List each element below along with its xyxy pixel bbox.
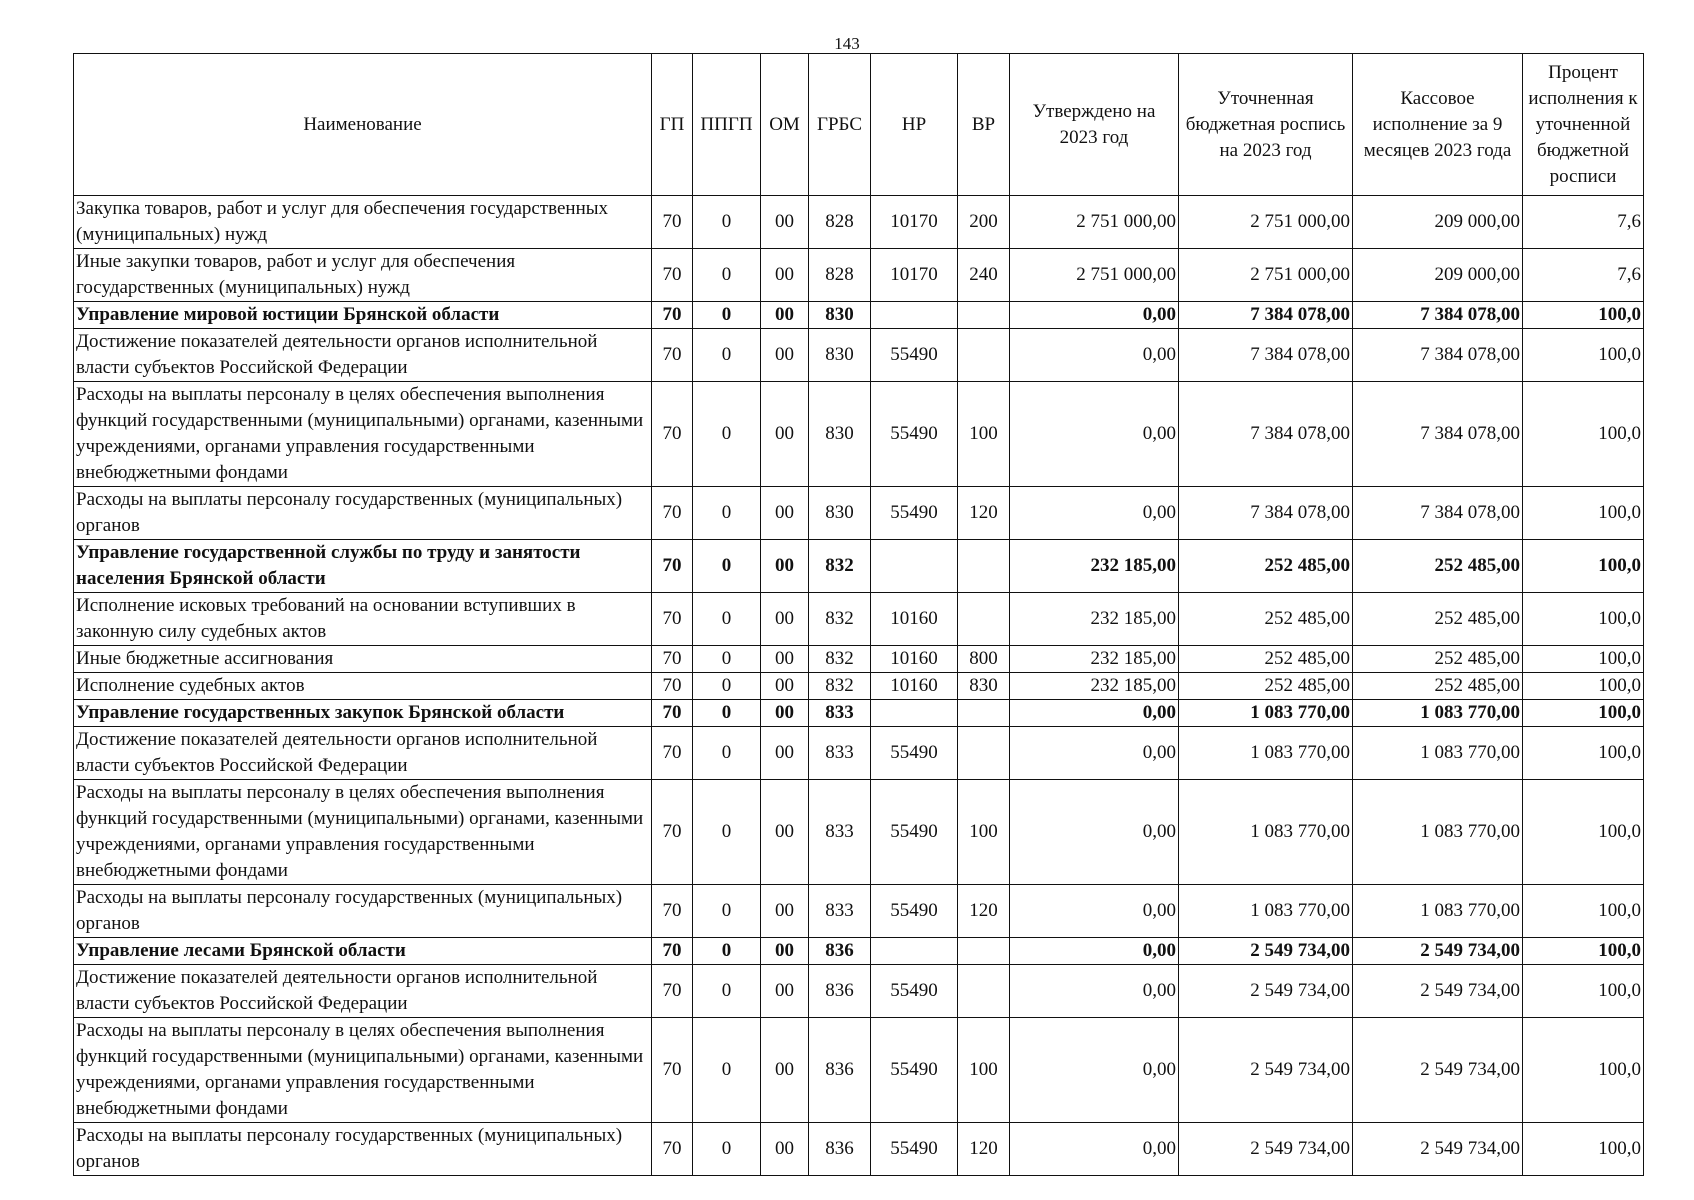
cell-grbs: 828	[809, 249, 871, 302]
cell-percent: 100,0	[1523, 727, 1644, 780]
cell-approved: 0,00	[1010, 329, 1179, 382]
cell-percent: 100,0	[1523, 329, 1644, 382]
cell-refined: 252 485,00	[1179, 593, 1353, 646]
cell-ppgp: 0	[693, 196, 761, 249]
cell-refined: 7 384 078,00	[1179, 329, 1353, 382]
cell-nr: 55490	[871, 727, 958, 780]
cell-cash: 252 485,00	[1353, 646, 1523, 673]
cell-percent: 100,0	[1523, 1018, 1644, 1123]
cell-ppgp: 0	[693, 780, 761, 885]
header-ppgp: ППГП	[693, 54, 761, 196]
cell-approved: 2 751 000,00	[1010, 196, 1179, 249]
cell-grbs: 833	[809, 780, 871, 885]
cell-grbs: 832	[809, 540, 871, 593]
cell-cash: 209 000,00	[1353, 249, 1523, 302]
header-refined: Уточненная бюджетная роспись на 2023 год	[1179, 54, 1353, 196]
cell-gp: 70	[652, 329, 693, 382]
cell-nr: 55490	[871, 885, 958, 938]
cell-name: Закупка товаров, работ и услуг для обеспечения государственных (муниципальных) нужд	[74, 196, 652, 249]
cell-cash: 1 083 770,00	[1353, 700, 1523, 727]
table-row	[74, 196, 1644, 249]
cell-approved: 0,00	[1010, 727, 1179, 780]
cell-om: 00	[761, 780, 809, 885]
cell-approved: 0,00	[1010, 302, 1179, 329]
table-row	[74, 302, 1644, 329]
cell-approved: 232 185,00	[1010, 673, 1179, 700]
cell-percent: 100,0	[1523, 965, 1644, 1018]
cell-cash: 2 549 734,00	[1353, 965, 1523, 1018]
cell-nr: 55490	[871, 780, 958, 885]
cell-ppgp: 0	[693, 700, 761, 727]
cell-nr: 55490	[871, 382, 958, 487]
cell-nr	[871, 302, 958, 329]
cell-om: 00	[761, 727, 809, 780]
cell-cash: 1 083 770,00	[1353, 780, 1523, 885]
cell-approved: 0,00	[1010, 938, 1179, 965]
header-approved: Утверждено на 2023 год	[1010, 54, 1179, 196]
cell-refined: 1 083 770,00	[1179, 885, 1353, 938]
cell-om: 00	[761, 329, 809, 382]
table-body	[74, 196, 1644, 1176]
cell-om: 00	[761, 1123, 809, 1176]
cell-approved: 0,00	[1010, 1123, 1179, 1176]
cell-ppgp: 0	[693, 329, 761, 382]
cell-nr: 55490	[871, 1018, 958, 1123]
cell-cash: 252 485,00	[1353, 673, 1523, 700]
cell-vr: 100	[958, 382, 1010, 487]
cell-vr: 240	[958, 249, 1010, 302]
table-row	[74, 673, 1644, 700]
cell-name: Достижение показателей деятельности органов исполнительной власти субъектов Российской Федерации	[74, 965, 652, 1018]
cell-nr	[871, 938, 958, 965]
cell-name: Иные бюджетные ассигнования	[74, 646, 652, 673]
cell-nr: 10160	[871, 673, 958, 700]
table-row	[74, 1123, 1644, 1176]
cell-refined: 252 485,00	[1179, 646, 1353, 673]
cell-nr: 10170	[871, 249, 958, 302]
cell-refined: 2 751 000,00	[1179, 196, 1353, 249]
cell-percent: 100,0	[1523, 487, 1644, 540]
cell-grbs: 836	[809, 1123, 871, 1176]
cell-grbs: 832	[809, 673, 871, 700]
cell-ppgp: 0	[693, 965, 761, 1018]
cell-nr: 55490	[871, 965, 958, 1018]
cell-gp: 70	[652, 1018, 693, 1123]
cell-vr	[958, 938, 1010, 965]
cell-ppgp: 0	[693, 646, 761, 673]
cell-om: 00	[761, 1018, 809, 1123]
cell-om: 00	[761, 885, 809, 938]
cell-cash: 252 485,00	[1353, 540, 1523, 593]
cell-name: Расходы на выплаты персоналу в целях обеспечения выполнения функций государственными (муниципальными) органами, казенными учреждениями, органами управления государственными внебюджетными фондами	[74, 382, 652, 487]
cell-name: Управление государственной службы по труду и занятости населения Брянской области	[74, 540, 652, 593]
cell-ppgp: 0	[693, 1018, 761, 1123]
cell-nr: 55490	[871, 329, 958, 382]
cell-refined: 7 384 078,00	[1179, 302, 1353, 329]
cell-nr	[871, 700, 958, 727]
cell-om: 00	[761, 382, 809, 487]
cell-gp: 70	[652, 302, 693, 329]
cell-name: Исполнение судебных актов	[74, 673, 652, 700]
cell-nr: 10160	[871, 646, 958, 673]
cell-name: Расходы на выплаты персоналу государственных (муниципальных) органов	[74, 885, 652, 938]
header-nr: НР	[871, 54, 958, 196]
cell-refined: 2 549 734,00	[1179, 965, 1353, 1018]
cell-om: 00	[761, 938, 809, 965]
cell-cash: 7 384 078,00	[1353, 487, 1523, 540]
cell-name: Управление лесами Брянской области	[74, 938, 652, 965]
cell-grbs: 830	[809, 382, 871, 487]
cell-percent: 100,0	[1523, 593, 1644, 646]
cell-approved: 0,00	[1010, 700, 1179, 727]
cell-name: Расходы на выплаты персоналу государственных (муниципальных) органов	[74, 1123, 652, 1176]
cell-gp: 70	[652, 727, 693, 780]
cell-name: Управление мировой юстиции Брянской области	[74, 302, 652, 329]
cell-ppgp: 0	[693, 885, 761, 938]
page-number: 143	[834, 34, 860, 53]
cell-grbs: 833	[809, 885, 871, 938]
cell-ppgp: 0	[693, 540, 761, 593]
cell-cash: 7 384 078,00	[1353, 302, 1523, 329]
table-row	[74, 965, 1644, 1018]
cell-cash: 2 549 734,00	[1353, 1123, 1523, 1176]
cell-vr: 830	[958, 673, 1010, 700]
cell-approved: 2 751 000,00	[1010, 249, 1179, 302]
cell-grbs: 836	[809, 1018, 871, 1123]
header-percent: Процент исполнения к уточненной бюджетной росписи	[1523, 54, 1644, 196]
cell-percent: 100,0	[1523, 1123, 1644, 1176]
cell-percent: 100,0	[1523, 700, 1644, 727]
cell-refined: 1 083 770,00	[1179, 780, 1353, 885]
cell-vr	[958, 329, 1010, 382]
cell-cash: 2 549 734,00	[1353, 938, 1523, 965]
header-row	[74, 54, 1644, 196]
cell-approved: 0,00	[1010, 885, 1179, 938]
cell-gp: 70	[652, 673, 693, 700]
cell-percent: 7,6	[1523, 196, 1644, 249]
cell-nr	[871, 540, 958, 593]
cell-percent: 100,0	[1523, 646, 1644, 673]
cell-percent: 7,6	[1523, 249, 1644, 302]
cell-om: 00	[761, 487, 809, 540]
budget-table	[73, 53, 1644, 1176]
cell-grbs: 832	[809, 646, 871, 673]
cell-grbs: 828	[809, 196, 871, 249]
cell-approved: 0,00	[1010, 965, 1179, 1018]
cell-vr	[958, 965, 1010, 1018]
cell-vr: 120	[958, 1123, 1010, 1176]
cell-cash: 7 384 078,00	[1353, 382, 1523, 487]
cell-cash: 1 083 770,00	[1353, 727, 1523, 780]
cell-refined: 1 083 770,00	[1179, 700, 1353, 727]
cell-approved: 232 185,00	[1010, 593, 1179, 646]
cell-percent: 100,0	[1523, 938, 1644, 965]
cell-grbs: 833	[809, 727, 871, 780]
cell-refined: 2 549 734,00	[1179, 1123, 1353, 1176]
cell-percent: 100,0	[1523, 780, 1644, 885]
cell-name: Достижение показателей деятельности органов исполнительной власти субъектов Российской Федерации	[74, 727, 652, 780]
table-row	[74, 885, 1644, 938]
cell-gp: 70	[652, 196, 693, 249]
cell-refined: 7 384 078,00	[1179, 487, 1353, 540]
header-gp: ГП	[652, 54, 693, 196]
cell-ppgp: 0	[693, 938, 761, 965]
cell-om: 00	[761, 196, 809, 249]
cell-refined: 1 083 770,00	[1179, 727, 1353, 780]
cell-gp: 70	[652, 885, 693, 938]
cell-nr: 55490	[871, 1123, 958, 1176]
cell-om: 00	[761, 249, 809, 302]
cell-refined: 252 485,00	[1179, 673, 1353, 700]
cell-name: Достижение показателей деятельности органов исполнительной власти субъектов Российской Федерации	[74, 329, 652, 382]
cell-grbs: 832	[809, 593, 871, 646]
cell-om: 00	[761, 593, 809, 646]
table-row	[74, 329, 1644, 382]
table-row	[74, 593, 1644, 646]
cell-name: Расходы на выплаты персоналу государственных (муниципальных) органов	[74, 487, 652, 540]
cell-nr: 10160	[871, 593, 958, 646]
table-row	[74, 646, 1644, 673]
cell-gp: 70	[652, 1123, 693, 1176]
cell-om: 00	[761, 673, 809, 700]
cell-gp: 70	[652, 487, 693, 540]
cell-name: Исполнение исковых требований на основании вступивших в законную силу судебных актов	[74, 593, 652, 646]
cell-gp: 70	[652, 965, 693, 1018]
cell-om: 00	[761, 965, 809, 1018]
cell-grbs: 830	[809, 329, 871, 382]
cell-vr: 120	[958, 885, 1010, 938]
cell-vr	[958, 727, 1010, 780]
cell-name: Иные закупки товаров, работ и услуг для обеспечения государственных (муниципальных) нужд	[74, 249, 652, 302]
cell-vr	[958, 700, 1010, 727]
cell-gp: 70	[652, 382, 693, 487]
table-row	[74, 540, 1644, 593]
cell-approved: 0,00	[1010, 382, 1179, 487]
cell-refined: 2 549 734,00	[1179, 938, 1353, 965]
table-row	[74, 938, 1644, 965]
cell-refined: 2 751 000,00	[1179, 249, 1353, 302]
table-row	[74, 727, 1644, 780]
cell-om: 00	[761, 540, 809, 593]
cell-approved: 232 185,00	[1010, 540, 1179, 593]
cell-approved: 0,00	[1010, 487, 1179, 540]
cell-nr: 10170	[871, 196, 958, 249]
cell-percent: 100,0	[1523, 540, 1644, 593]
cell-percent: 100,0	[1523, 885, 1644, 938]
table-row	[74, 487, 1644, 540]
cell-ppgp: 0	[693, 382, 761, 487]
cell-om: 00	[761, 646, 809, 673]
header-cash: Кассовое исполнение за 9 месяцев 2023 года	[1353, 54, 1523, 196]
cell-grbs: 836	[809, 965, 871, 1018]
cell-gp: 70	[652, 593, 693, 646]
cell-refined: 252 485,00	[1179, 540, 1353, 593]
cell-ppgp: 0	[693, 673, 761, 700]
table-row	[74, 249, 1644, 302]
table-row	[74, 700, 1644, 727]
cell-nr: 55490	[871, 487, 958, 540]
cell-name: Управление государственных закупок Брянской области	[74, 700, 652, 727]
table-row	[74, 780, 1644, 885]
cell-percent: 100,0	[1523, 302, 1644, 329]
header-vr: ВР	[958, 54, 1010, 196]
cell-gp: 70	[652, 646, 693, 673]
cell-om: 00	[761, 700, 809, 727]
header-om: ОМ	[761, 54, 809, 196]
cell-ppgp: 0	[693, 727, 761, 780]
header-grbs: ГРБС	[809, 54, 871, 196]
cell-vr	[958, 593, 1010, 646]
cell-ppgp: 0	[693, 302, 761, 329]
cell-refined: 7 384 078,00	[1179, 382, 1353, 487]
cell-approved: 232 185,00	[1010, 646, 1179, 673]
cell-cash: 7 384 078,00	[1353, 329, 1523, 382]
cell-cash: 1 083 770,00	[1353, 885, 1523, 938]
cell-gp: 70	[652, 700, 693, 727]
cell-grbs: 830	[809, 302, 871, 329]
cell-ppgp: 0	[693, 1123, 761, 1176]
cell-grbs: 836	[809, 938, 871, 965]
cell-refined: 2 549 734,00	[1179, 1018, 1353, 1123]
cell-vr: 200	[958, 196, 1010, 249]
table-row	[74, 1018, 1644, 1123]
cell-percent: 100,0	[1523, 673, 1644, 700]
cell-grbs: 830	[809, 487, 871, 540]
cell-approved: 0,00	[1010, 780, 1179, 885]
cell-name: Расходы на выплаты персоналу в целях обеспечения выполнения функций государственными (муниципальными) органами, казенными учреждениями, органами управления государственными внебюджетными фондами	[74, 1018, 652, 1123]
cell-vr	[958, 302, 1010, 329]
cell-name: Расходы на выплаты персоналу в целях обеспечения выполнения функций государственными (муниципальными) органами, казенными учреждениями, органами управления государственными внебюджетными фондами	[74, 780, 652, 885]
cell-gp: 70	[652, 249, 693, 302]
cell-approved: 0,00	[1010, 1018, 1179, 1123]
cell-ppgp: 0	[693, 487, 761, 540]
cell-percent: 100,0	[1523, 382, 1644, 487]
cell-cash: 252 485,00	[1353, 593, 1523, 646]
cell-gp: 70	[652, 780, 693, 885]
table-row	[74, 382, 1644, 487]
cell-cash: 2 549 734,00	[1353, 1018, 1523, 1123]
cell-gp: 70	[652, 540, 693, 593]
cell-vr: 800	[958, 646, 1010, 673]
cell-vr	[958, 540, 1010, 593]
cell-om: 00	[761, 302, 809, 329]
cell-cash: 209 000,00	[1353, 196, 1523, 249]
header-name: Наименование	[74, 54, 652, 196]
cell-grbs: 833	[809, 700, 871, 727]
cell-vr: 120	[958, 487, 1010, 540]
cell-ppgp: 0	[693, 593, 761, 646]
cell-vr: 100	[958, 1018, 1010, 1123]
cell-ppgp: 0	[693, 249, 761, 302]
cell-gp: 70	[652, 938, 693, 965]
cell-vr: 100	[958, 780, 1010, 885]
